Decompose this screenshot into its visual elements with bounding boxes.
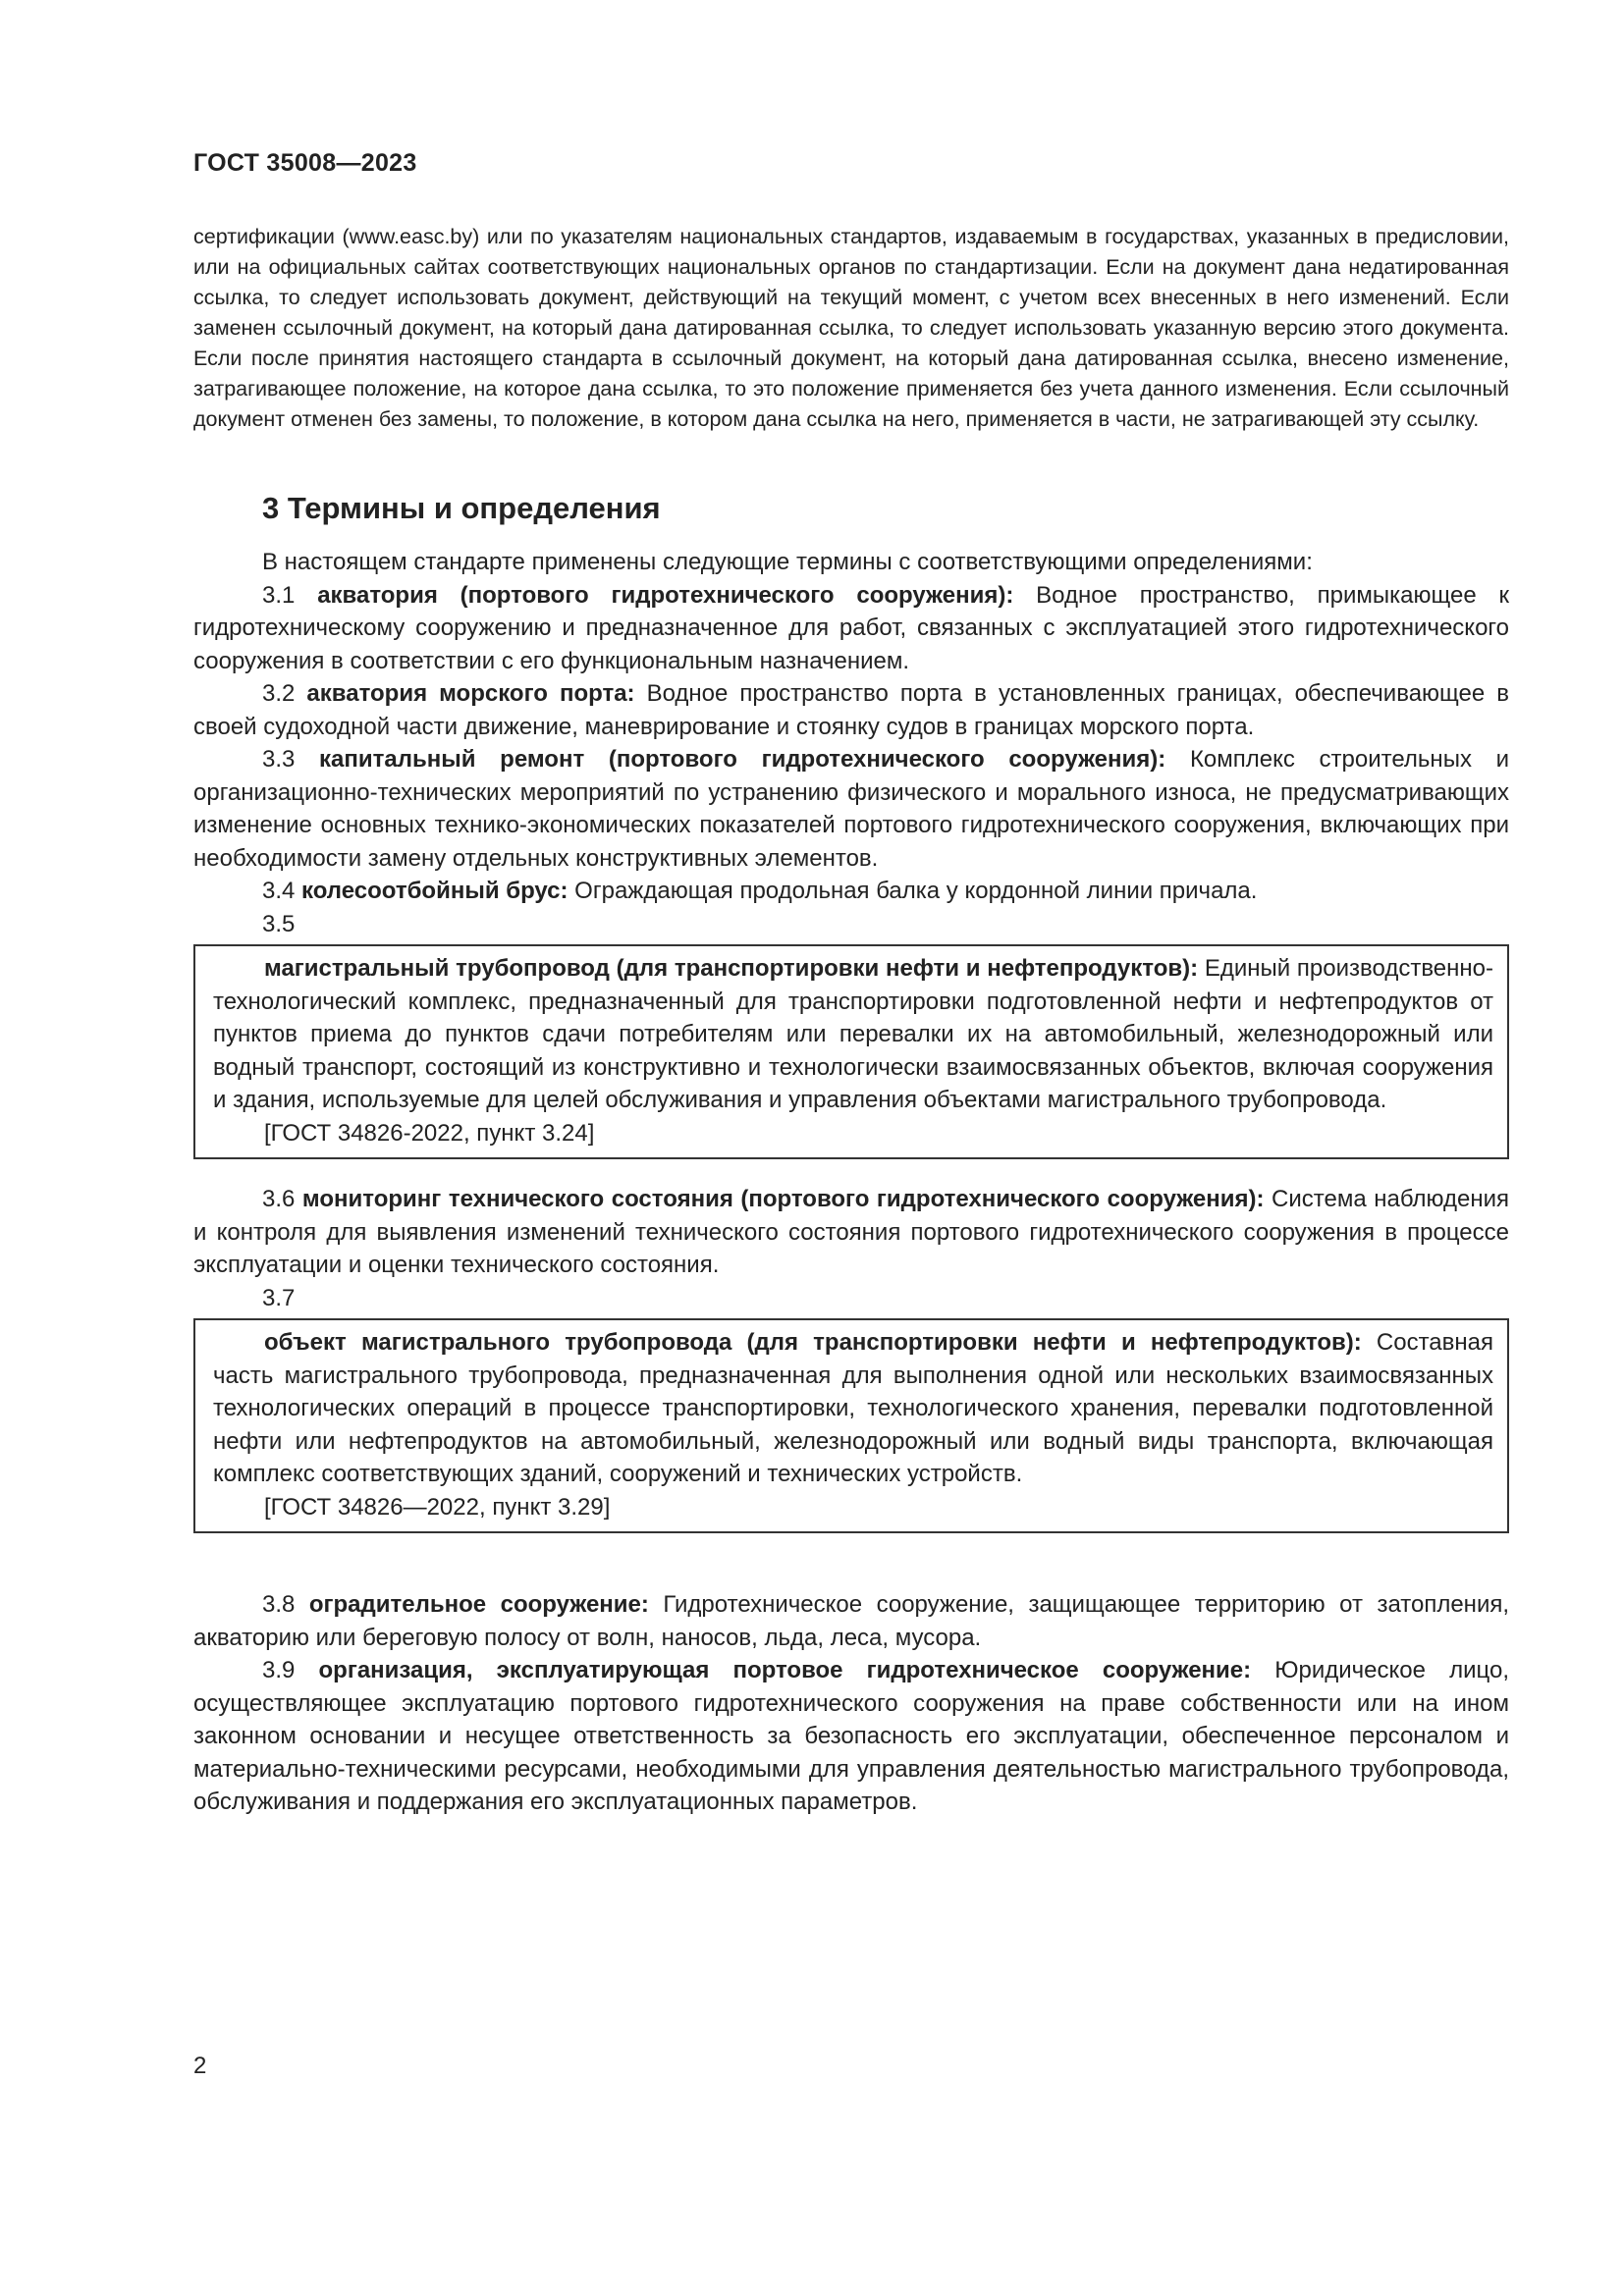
term-definition: Юридическое лицо, осуществляющее эксплуатацию портового гидротехнического сооружения на праве собственности или на ином законном основании и несущее ответственность за безопасность его эксплуатации, обеспеченное персоналом и материально-техническими ресурсами, необходимыми для управления деятельностью магистрального трубопровода, обслуживания и поддержания его эксплуатационных параметров. [193,1657,1510,1815]
term-number: 3.2 [262,680,296,707]
term-definition: Гидротехническое сооружение, защищающее территорию от затопления, акваторию или береговую полосу от волн, наносов, льда, леса, мусора. [193,1591,1510,1651]
term-source-reference: [ГОСТ 34826-2022, пункт 3.24] [264,1119,595,1147]
terms-list [193,546,1509,1819]
section-lead: В настоящем стандарте применены следующие термины с соответствующими определениями: [262,549,1313,575]
term-name: акватория морского порта: [306,680,635,707]
term-definition: Система наблюдения и контроля для выявления изменений технического состояния портового гидротехнического сооружения в процессе эксплуатации и оценки технического состояния. [193,1186,1509,1278]
term-3-9 [193,1654,1509,1819]
intro-paragraph: сертификации (www.easc.by) или по указателям национальных стандартов, издаваемым в государствах, указанных в предисловии, или на официальных сайтах соответствующих национальных органов по стандартизации. Если на документ дана недатированная ссылка, то следует использовать документ, действующий на текущий момент, с учетом всех внесенных в него изменений. Если заменен ссылочный документ, на который дана датированная ссылка, то следует использовать указанную версию этого документа. Если после принятия настоящего стандарта в ссылочный документ, на который дана датированная ссылка, внесено изменение, затрагивающее положение, на которое дана ссылка, то это положение применяется без учета данного изменения. Если ссылочный документ отменен без замены, то положение, в котором дана ссылка на него, применяется в части, не затрагивающей эту ссылку. [193,225,1509,431]
term-number: 3.3 [262,746,296,773]
term-definition: Ограждающая продольная балка у кордонной линии причала. [568,878,1258,904]
term-3-7 [213,1326,1493,1491]
term-3-3 [193,743,1509,875]
quoted-term-box-3-7 [193,1318,1509,1533]
term-number: 3.1 [262,581,296,609]
page-header: ГОСТ 35008—2023 [193,149,417,177]
term-number: 3.6 [262,1186,296,1212]
term-definition: Единый производственно-технологический комплекс, предназначенный для транспортировки подготовленной нефти и нефтепродуктов от пунктов приема до пунктов сдачи потребителям или перевалки их на автомобильный, железнодорожный или водный транспорт, состоящий из конструктивно и технологически взаимосвязанных объектов, включая сооружения и здания, используемые для целей обслуживания и управления объектами магистрального трубопровода. [213,955,1493,1113]
term-name: организация, эксплуатирующая портовое гидротехническое сооружение: [318,1657,1252,1683]
term-3-5 [213,952,1493,1117]
term-number: 3.8 [262,1591,296,1618]
quoted-term-box-3-5 [193,944,1509,1159]
term-3-6 [193,1183,1509,1282]
term-name: оградительное сооружение: [308,1591,649,1618]
term-name: капитальный ремонт (портового гидротехнического сооружения): [319,746,1166,773]
term-name: магистральный трубопровод (для транспортировки нефти и нефтепродуктов): [264,955,1199,982]
term-number: 3.4 [262,878,296,904]
term-number: 3.7 [262,1284,296,1311]
term-number: 3.9 [262,1657,296,1683]
document-body [193,222,1509,1819]
section-title: 3 Термины и определения [262,491,661,525]
term-number: 3.5 [262,910,296,937]
term-definition: Комплекс строительных и организационно-технических мероприятий по устранению физического и морального износа, не предусматривающих изменение основных технико-экономических показателей портового гидротехнического сооружения, включающих при необходимости замену отдельных конструктивных элементов. [193,746,1510,872]
term-name: мониторинг технического состояния (портового гидротехнического сооружения): [301,1186,1265,1212]
term-definition: Составная часть магистрального трубопровода, предназначенная для выполнения одной или нескольких взаимосвязанных технологических операций в процессе транспортировки, технологического хранения, перевалки подготовленной нефти или нефтепродуктов на автомобильный, железнодорожный или водный виды транспорта, включающая комплекс соответствующих зданий, сооружений и технических устройств. [213,1329,1493,1487]
term-3-1 [193,579,1509,678]
term-3-2 [193,677,1509,743]
term-name: акватория (портового гидротехнического сооружения): [317,581,1014,609]
term-name: объект магистрального трубопровода (для транспортировки нефти и нефтепродуктов): [264,1329,1362,1356]
page-number: 2 [193,2053,207,2079]
term-3-8 [193,1588,1509,1654]
term-source-reference: [ГОСТ 34826—2022, пункт 3.29] [264,1493,611,1521]
term-name: колесоотбойный брус: [301,878,568,904]
term-definition: Водное пространство порта в установленных границах, обеспечивающее в своей судоходной части движение, маневрирование и стоянку судов в границах морского порта. [193,680,1510,740]
term-definition: Водное пространство, примыкающее к гидротехническому сооружению и предназначенное для работ, связанных с эксплуатацией этого гидротехнического сооружения в соответствии с его функциональным назначением. [193,581,1509,674]
term-3-4 [193,875,1509,908]
